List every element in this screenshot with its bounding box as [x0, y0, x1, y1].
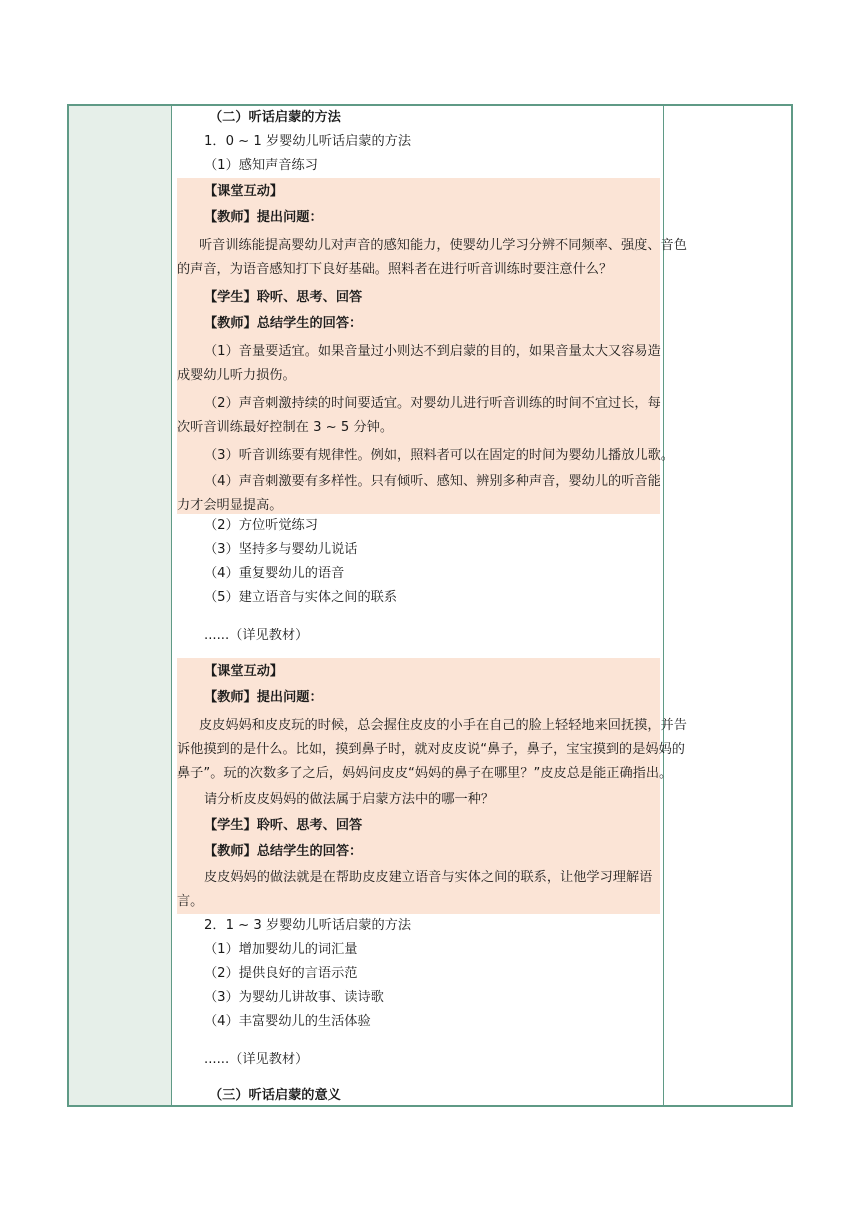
- part1-item-3: （3）坚持多与婴幼儿说话: [204, 542, 358, 557]
- box2-answer-line-2: 言。: [177, 894, 204, 909]
- box2-story-line-1: 皮皮妈妈和皮皮玩的时候，总会握住皮皮的小手在自己的脸上轻轻地来回抚摸，并告: [199, 718, 687, 733]
- part2-item-3: （3）为婴幼儿讲故事、读诗歌: [204, 990, 384, 1005]
- part2-item-4: （4）丰富婴幼儿的生活体验: [204, 1014, 371, 1029]
- part2-item-2: （2）提供良好的言语示范: [204, 966, 358, 981]
- box2-question: 请分析皮皮妈妈的做法属于启蒙方法中的哪一种？: [204, 792, 495, 807]
- part1-item-5: （5）建立语音与实体之间的联系: [204, 590, 398, 605]
- box1-answer-4-line-1: （4）声音刺激要有多样性。只有倾听、感知、辨别多种声音，婴幼儿的听音能: [204, 474, 661, 489]
- box2-teacher-summary-label: 【教师】总结学生的回答：: [204, 844, 363, 859]
- box1-answer-1-line-1: （1）音量要适宜。如果音量过小则达不到启蒙的目的，如果音量太大又容易造: [204, 344, 661, 359]
- part2-more: ......（详见教材）: [204, 1052, 309, 1067]
- part1-title: 1．0 ~ 1 岁婴幼儿听话启蒙的方法: [204, 134, 412, 149]
- part1-item-2: （2）方位听觉练习: [204, 518, 318, 533]
- interaction-box-1: [177, 178, 687, 514]
- section-3-title: （三）听话启蒙的意义: [209, 1088, 341, 1103]
- content-column: [172, 106, 687, 1105]
- interaction-box-2: [177, 658, 687, 914]
- box2-story-line-2: 诉他摸到的是什么。比如，摸到鼻子时，就对皮皮说“鼻子，鼻子，宝宝摸到的是妈妈的: [177, 742, 685, 757]
- box2-answer-line-1: 皮皮妈妈的做法就是在帮助皮皮建立语音与实体之间的联系，让他学习理解语: [204, 870, 653, 885]
- lesson-table: [67, 104, 793, 1107]
- box1-teacher-summary-label: 【教师】总结学生的回答：: [204, 316, 363, 331]
- box1-answer-1-line-2: 成婴幼儿听力损伤。: [177, 368, 296, 383]
- box1-question-line-1: 听音训练能提高婴幼儿对声音的感知能力，使婴幼儿学习分辨不同频率、强度、音色: [199, 238, 687, 253]
- box1-answer-2-line-1: （2）声音刺激持续的时间要适宜。对婴幼儿进行听音训练的时间不宜过长，每: [204, 396, 661, 411]
- part1-item-4: （4）重复婴幼儿的语音: [204, 566, 345, 581]
- box1-student-label: 【学生】聆听、思考、回答: [204, 290, 363, 305]
- box1-interact-label: 【课堂互动】: [204, 184, 284, 199]
- box1-question-line-2: 的声音，为语音感知打下良好基础。照料者在进行听音训练时要注意什么？: [177, 262, 613, 277]
- box1-answer-2-line-2: 次听音训练最好控制在 3 ~ 5 分钟。: [177, 420, 394, 435]
- box1-answer-4-line-2: 力才会明显提高。: [177, 498, 283, 513]
- left-column: [69, 106, 172, 1105]
- part2-item-1: （1）增加婴幼儿的词汇量: [204, 942, 358, 957]
- part1-more: ......（详见教材）: [204, 628, 309, 643]
- box2-story-line-3: 鼻子”。玩的次数多了之后，妈妈问皮皮“妈妈的鼻子在哪里？”皮皮总是能正确指出。: [177, 766, 673, 781]
- box2-student-label: 【学生】聆听、思考、回答: [204, 818, 363, 833]
- box1-teacher-question-label: 【教师】提出问题：: [204, 210, 323, 225]
- part2-title: 2．1 ~ 3 岁婴幼儿听话启蒙的方法: [204, 918, 412, 933]
- box2-teacher-question-label: 【教师】提出问题：: [204, 690, 323, 705]
- box1-answer-3: （3）听音训练要有规律性。例如，照料者可以在固定的时间为婴幼儿播放儿歌。: [204, 448, 674, 463]
- part1-item-1: （1）感知声音练习: [204, 158, 318, 173]
- section-2-title: （二）听话启蒙的方法: [209, 110, 341, 125]
- box2-interact-label: 【课堂互动】: [204, 664, 284, 679]
